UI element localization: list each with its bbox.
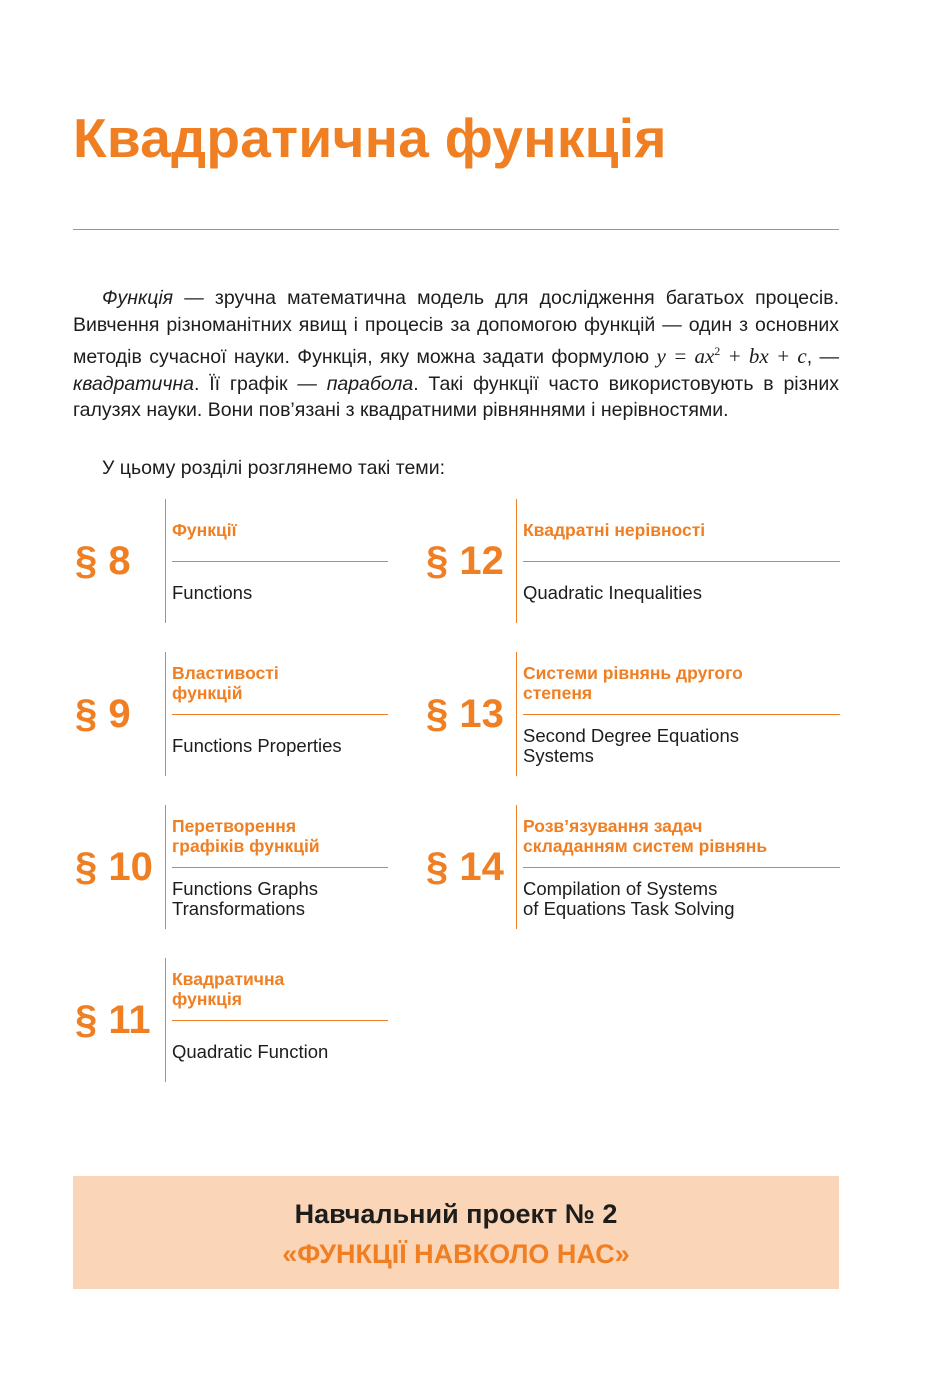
topic-title-ua: Квадратична функція: [172, 958, 388, 1021]
topic-title-en: Functions: [172, 581, 253, 603]
topic-number: § 9: [75, 692, 131, 736]
topic-item: [426, 499, 839, 623]
topic-number: § 14: [426, 845, 504, 889]
chapter-title: Квадратична функція: [73, 107, 667, 169]
intro-term-parabola: парабола: [326, 372, 414, 395]
project-banner: [73, 1176, 839, 1289]
topic-title-en: Second Degree Equations Systems: [523, 724, 739, 766]
topic-title-ua: Властивості функцій: [172, 652, 388, 715]
title-divider: [73, 229, 839, 230]
topic-title-en: Functions Graphs Transformations: [172, 877, 319, 919]
topic-item: [426, 805, 839, 929]
project-title: Навчальний проект № 2: [294, 1199, 618, 1229]
topic-title-en: Quadratic Function: [172, 1040, 329, 1062]
topic-number: § 11: [75, 998, 151, 1042]
topic-title-ua: Перетворення графіків функцій: [172, 805, 388, 868]
topic-title-ua: Квадратні нерівності: [523, 499, 840, 562]
topic-item: [426, 652, 839, 776]
topic-item: [75, 805, 387, 929]
topic-title-en: Quadratic Inequalities: [523, 581, 702, 603]
topic-item: [75, 652, 387, 776]
intro-term-quadratic: квадратична: [73, 372, 195, 395]
topic-number: § 8: [75, 539, 131, 583]
topic-title-ua: Системи рівнянь другого степеня: [523, 652, 840, 715]
topics-lead: У цьому розділі розглянемо такі теми:: [102, 457, 446, 479]
topic-title-en: Functions Properties: [172, 734, 342, 756]
topic-number: § 13: [426, 692, 504, 736]
topic-item: [75, 958, 387, 1082]
formula: $y = ax^2$ + bx + c: [656, 344, 807, 369]
intro-paragraph: Функція — зручна математична модель для дослідження багатьох процесів. Вивчення різноманітних явищ і процесів за допомогою функцій — один з основних методів сучасної науки. Функція, яку можна задати формулою $y = ax^2$ + bx + c, — квадратична. Її графік — парабола. Такі функції часто використовують в різних галузях науки. Вони пов’язані з квадратними рівняннями і нерівностями.: [73, 287, 840, 422]
project-subtitle: «ФУНКЦІЇ НАВКОЛО НАС»: [282, 1239, 630, 1269]
topic-title-en: Compilation of Systems of Equations Task Solving: [523, 877, 735, 919]
topic-title-ua: Розв’язування задач складанням систем рівнянь: [523, 805, 840, 868]
intro-term-function: Функція: [102, 287, 174, 309]
topic-number: § 10: [75, 845, 153, 889]
topic-title-ua: Функції: [172, 499, 388, 562]
topic-item: [75, 499, 387, 623]
topic-number: § 12: [426, 539, 504, 583]
